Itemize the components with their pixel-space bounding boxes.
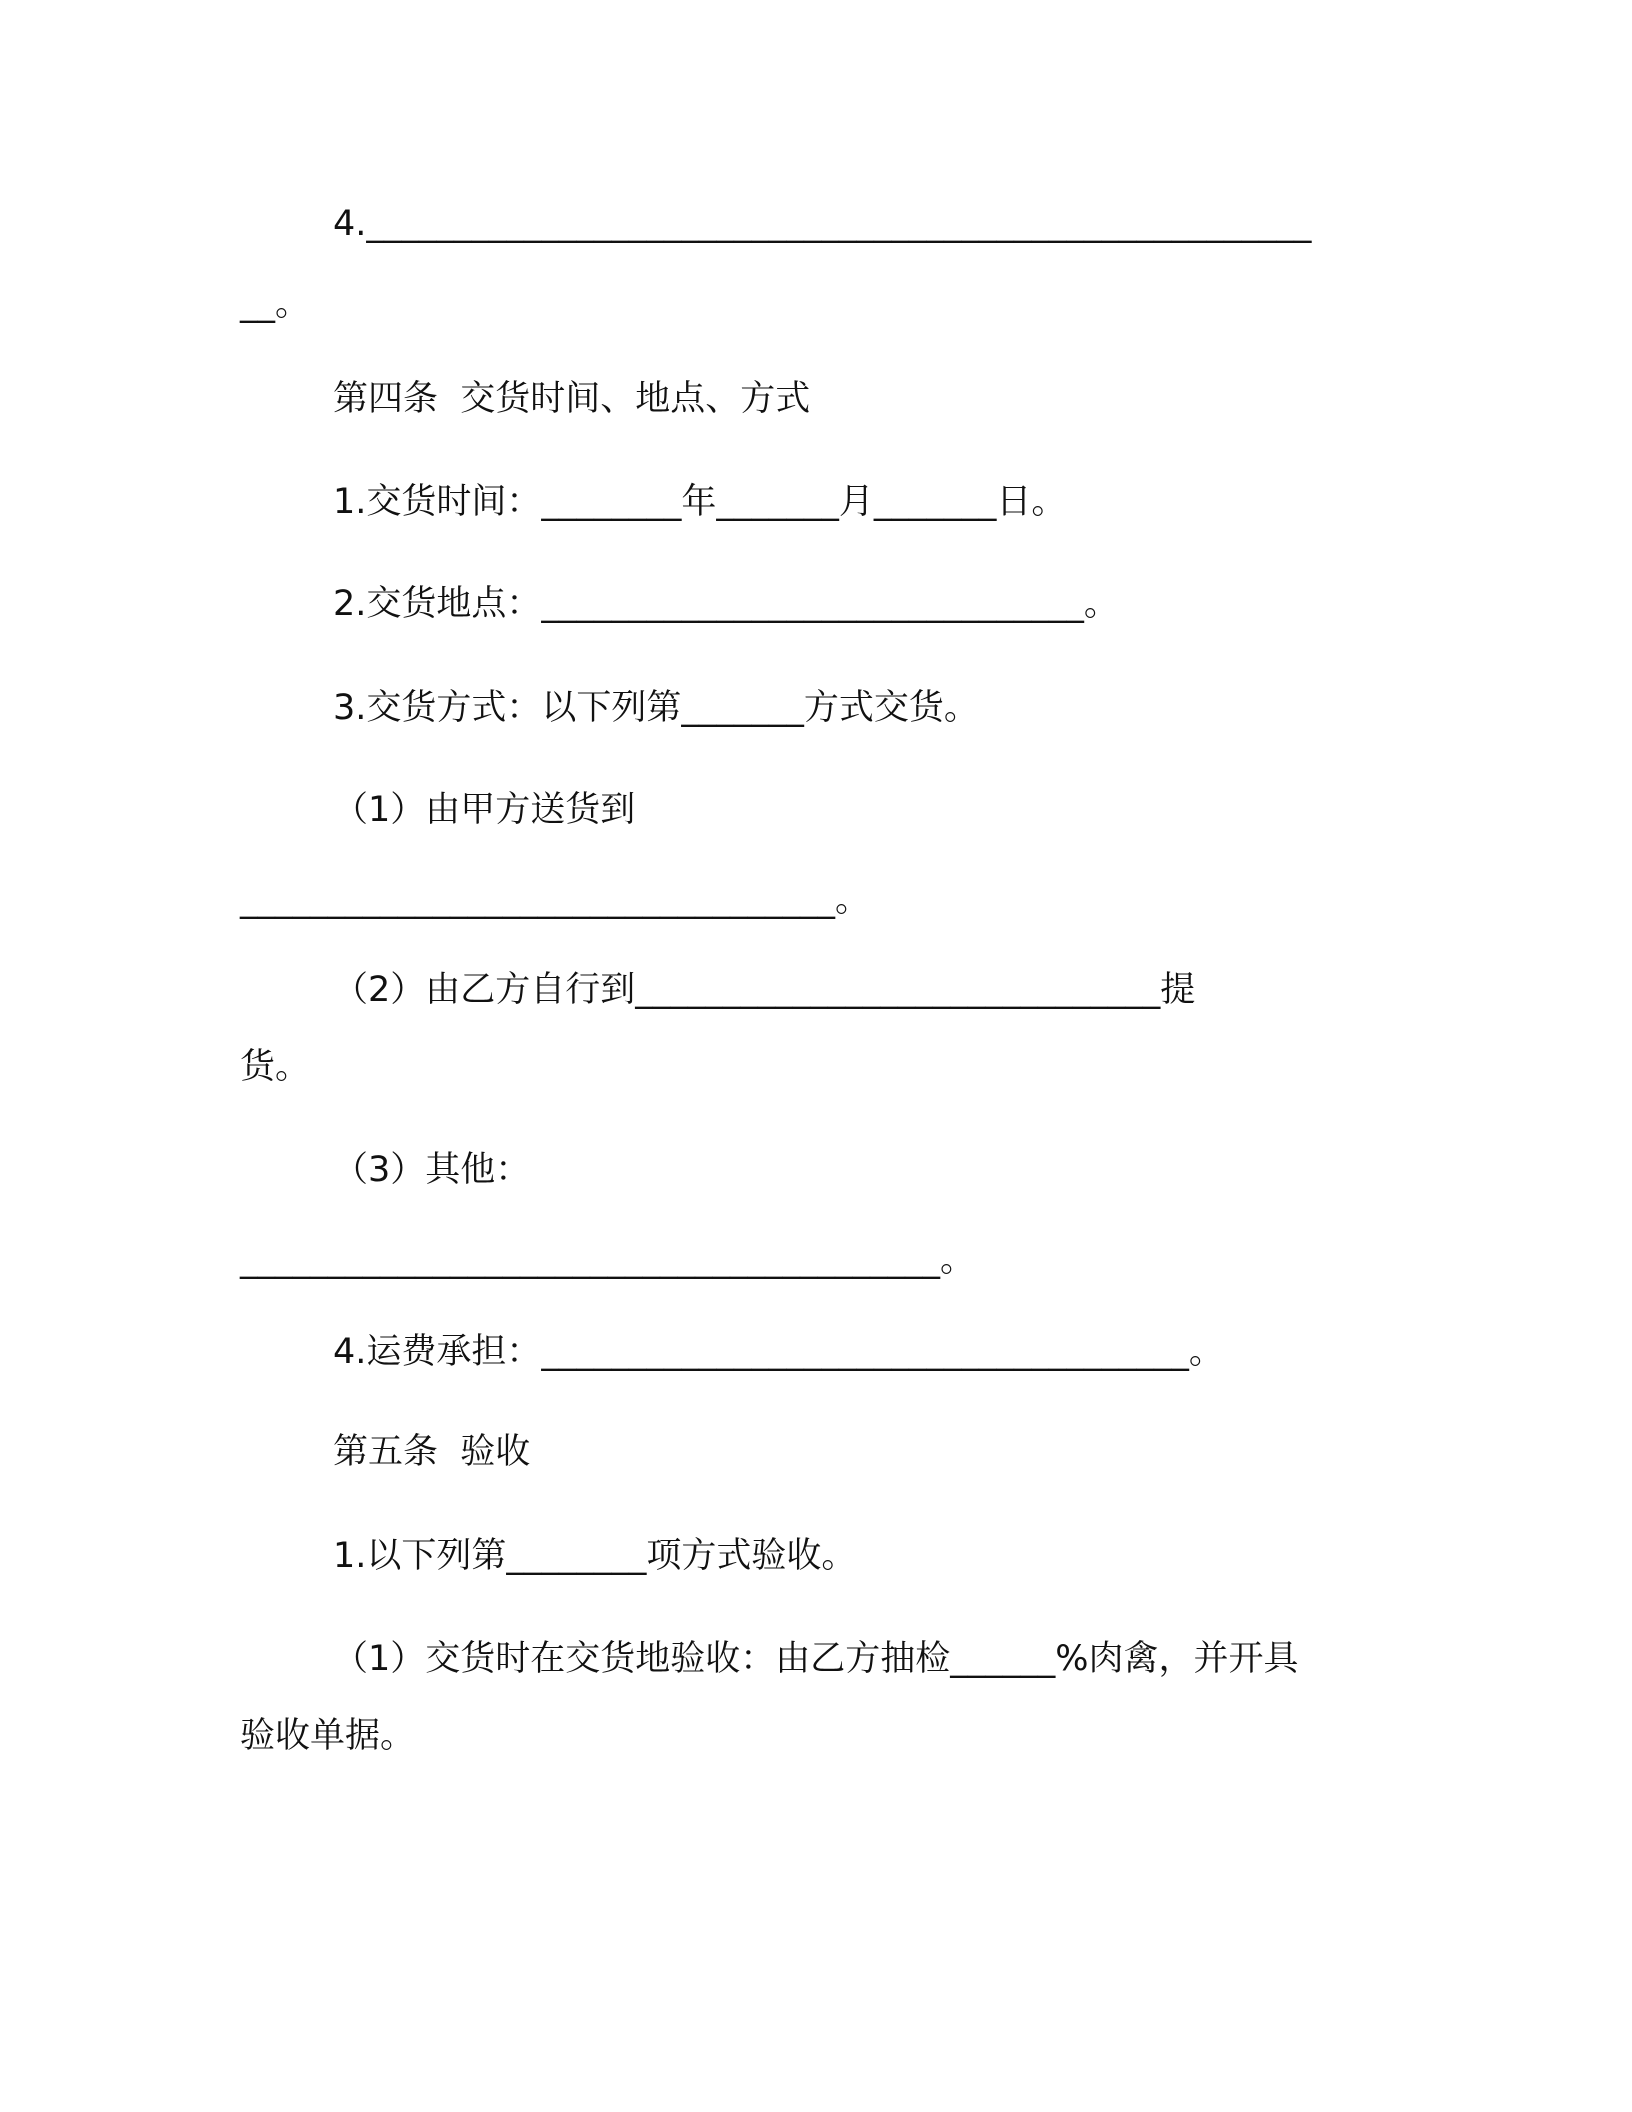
inspection-option-1: （1）交货时在交货地验收：由乙方抽检______%肉禽，并开具 (333, 1639, 1299, 1679)
delivery-time-line: 1.交货时间：________年_______月_______日。 (333, 482, 1067, 522)
method-option-3-blank: ________________________________________。 (240, 1240, 976, 1280)
method-option-2: （2）由乙方自行到______________________________提 (333, 970, 1196, 1010)
method-option-3: （3）其他： (333, 1150, 531, 1190)
clause-3-item-4-continuation: __。 (240, 284, 311, 324)
delivery-method-line: 3.交货方式：以下列第_______方式交货。 (333, 688, 979, 728)
inspection-method-line: 1.以下列第________项方式验收。 (333, 1536, 857, 1576)
clause-3-item-4-blank: 4.______________________________________________________ (333, 204, 1312, 244)
method-option-1-blank: __________________________________。 (240, 880, 871, 920)
article-4-heading: 第四条 交货时间、地点、方式 (333, 379, 811, 419)
inspection-option-1-continuation: 验收单据。 (240, 1716, 416, 1756)
freight-line: 4.运费承担：_____________________________________。 (333, 1332, 1224, 1372)
article-5-heading: 第五条 验收 (333, 1432, 531, 1472)
delivery-place-line: 2.交货地点：_______________________________。 (333, 584, 1119, 624)
method-option-2-continuation: 货。 (240, 1047, 311, 1087)
method-option-1: （1）由甲方送货到 (333, 790, 636, 830)
